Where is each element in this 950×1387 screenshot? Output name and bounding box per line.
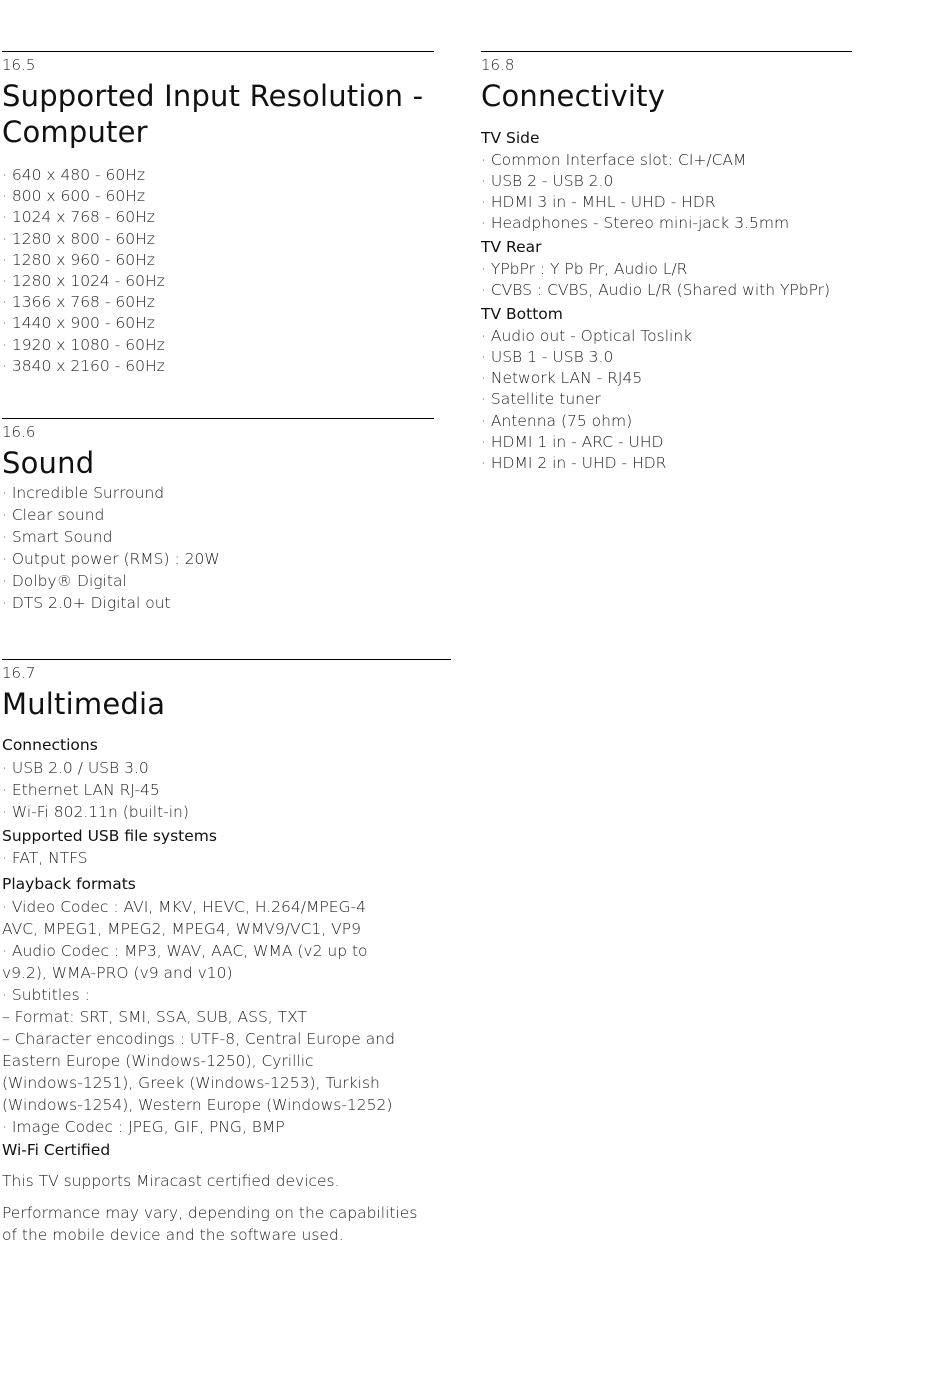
list-item: · Smart Sound — [2, 528, 113, 546]
list-item: (Windows-1254), Western Europe (Windows-1252) — [2, 1095, 393, 1114]
list-item: · 1440 x 900 - 60Hz — [2, 314, 155, 333]
performance-note-line-2: of the mobile device and the software used. — [2, 1226, 344, 1244]
usb-filesystems-heading: Supported USB file systems — [2, 826, 217, 845]
list-item: – Format: SRT, SMI, SSA, SUB, ASS, TXT — [2, 1007, 307, 1026]
resolution-list — [2, 165, 434, 377]
list-item: · 1920 x 1080 - 60Hz — [2, 335, 165, 354]
section-16-8 — [481, 51, 852, 474]
list-item: · Incredible Surround — [2, 484, 165, 502]
list-item: · Image Codec : JPEG, GIF, PNG, BMP — [2, 1117, 285, 1136]
tv-bottom-heading: TV Bottom — [481, 305, 563, 324]
list-item: · HDMI 1 in - ARC - UHD — [481, 432, 664, 451]
tv-bottom-list — [481, 326, 852, 474]
list-item: · 1280 x 960 - 60Hz — [2, 250, 155, 269]
list-item: · Ethernet LAN RJ-45 — [2, 780, 160, 799]
list-item: · Dolby® Digital — [2, 572, 127, 590]
list-item: · Audio Codec : MP3, WAV, AAC, WMA (v2 up to — [2, 941, 368, 960]
list-item: (Windows-1251), Greek (Windows-1253), Turkish — [2, 1073, 380, 1092]
section-divider — [481, 51, 852, 52]
section-title: Connectivity — [481, 79, 666, 113]
list-item: · Output power (RMS) : 20W — [2, 550, 220, 568]
section-title-line-1: Supported Input Resolution - — [2, 79, 424, 113]
list-item: AVC, MPEG1, MPEG2, MPEG4, WMV9/VC1, VP9 — [2, 919, 361, 938]
section-number: 16.8 — [481, 56, 515, 74]
list-item: · 1280 x 800 - 60Hz — [2, 229, 155, 248]
section-number: 16.5 — [2, 56, 36, 74]
section-divider — [2, 659, 451, 660]
list-item: · Audio out - Optical Toslink — [481, 326, 693, 345]
list-item: · USB 2.0 / USB 3.0 — [2, 758, 149, 777]
sound-list — [2, 482, 434, 614]
section-16-7 — [2, 659, 451, 1246]
section-number: 16.7 — [2, 664, 36, 682]
section-number: 16.6 — [2, 423, 36, 441]
list-item: v9.2), WMA-PRO (v9 and v10) — [2, 963, 233, 982]
section-divider — [2, 51, 434, 52]
tv-side-list — [481, 150, 852, 235]
connections-heading: Connections — [2, 736, 98, 754]
playback-formats-heading: Playback formats — [2, 875, 136, 893]
performance-note-line-1: Performance may vary, depending on the capabilities — [2, 1204, 418, 1222]
list-item: · YPbPr : Y Pb Pr, Audio L/R — [481, 259, 688, 278]
list-item: · Antenna (75 ohm) — [481, 411, 633, 430]
list-item: · 1366 x 768 - 60Hz — [2, 293, 155, 312]
list-item: · Satellite tuner — [481, 390, 601, 409]
list-item: · DTS 2.0+ Digital out — [2, 594, 171, 612]
section-16-6 — [2, 418, 434, 614]
list-item: · CVBS : CVBS, Audio L/R (Shared with YPbPr) — [481, 281, 831, 300]
wifi-certified-text: This TV supports Miracast certified devices. — [2, 1172, 340, 1190]
list-item: · Video Codec : AVI, MKV, HEVC, H.264/MPEG-4 — [2, 897, 366, 916]
list-item: · Subtitles : — [2, 985, 90, 1004]
performance-note — [2, 1202, 451, 1246]
list-item: · Wi-Fi 802.11n (built-in) — [2, 802, 189, 821]
list-item: Eastern Europe (Windows-1250), Cyrillic — [2, 1051, 314, 1070]
list-item: · 3840 x 2160 - 60Hz — [2, 356, 165, 375]
list-item: · USB 2 - USB 2.0 — [481, 171, 614, 190]
list-item: · Network LAN - RJ45 — [481, 369, 643, 388]
section-divider — [2, 418, 434, 419]
section-16-5 — [2, 51, 434, 377]
list-item: · HDMI 2 in - UHD - HDR — [481, 453, 667, 472]
wifi-certified-heading: Wi-Fi Certified — [2, 1140, 111, 1159]
list-item: · HDMI 3 in - MHL - UHD - HDR — [481, 192, 716, 211]
list-item: · 640 x 480 - 60Hz — [2, 166, 146, 184]
list-item: · Common Interface slot: CI+/CAM — [481, 150, 747, 169]
list-item: · Headphones - Stereo mini-jack 3.5mm — [481, 214, 790, 233]
playback-formats-list — [2, 896, 451, 1138]
section-title — [2, 78, 434, 150]
list-item: · 1280 x 1024 - 60Hz — [2, 272, 165, 291]
list-item: · USB 1 - USB 3.0 — [481, 347, 614, 366]
usb-filesystems-list — [2, 847, 451, 869]
list-item: · 1024 x 768 - 60Hz — [2, 208, 155, 227]
section-title: Sound — [2, 446, 95, 480]
list-item: · FAT, NTFS — [2, 849, 88, 867]
tv-side-heading: TV Side — [481, 129, 540, 147]
tv-rear-list — [481, 259, 852, 301]
connections-list — [2, 757, 451, 823]
list-item: · Clear sound — [2, 506, 105, 524]
section-title-line-2: Computer — [2, 115, 148, 149]
section-title: Multimedia — [2, 687, 166, 721]
list-item: · 800 x 600 - 60Hz — [2, 187, 146, 206]
tv-rear-heading: TV Rear — [481, 238, 542, 257]
list-item: – Character encodings : UTF-8, Central Europe and — [2, 1029, 395, 1048]
